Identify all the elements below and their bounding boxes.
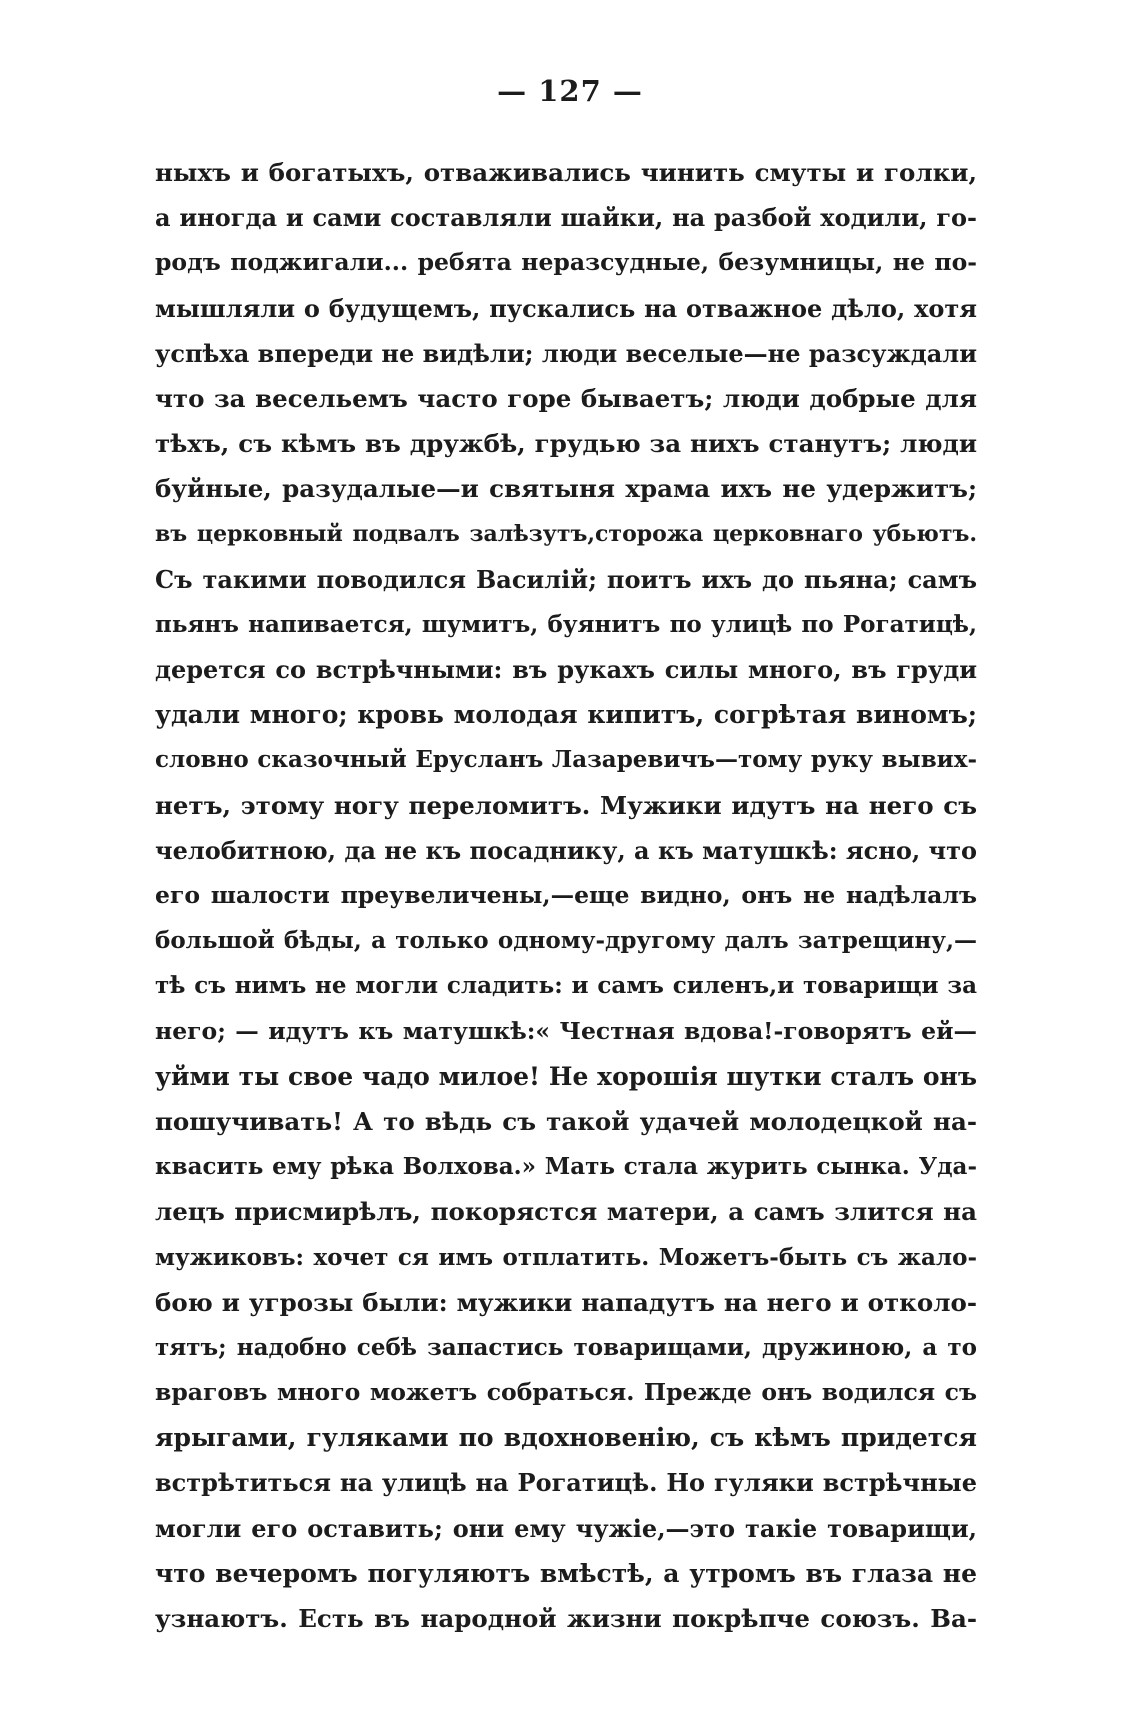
text-line: встрѣтиться на улицѣ на Рогатицѣ. Но гуляки встрѣчные	[155, 1468, 977, 1498]
text-line: успѣха впереди не видѣли; люди веселые—не разсуждали	[155, 338, 977, 368]
text-line: что вечеромъ погуляютъ вмѣстѣ, а утромъ въ глаза не	[155, 1558, 977, 1588]
text-line: могли его оставить; они ему чужіе,—это такіе товарищи,	[155, 1513, 977, 1543]
text-line: а иногда и сами составляли шайки, на разбой ходили, го-	[155, 203, 977, 233]
text-line: ярыгами, гуляками по вдохновенію, съ кѣмъ придется	[155, 1423, 977, 1453]
text-line: тѣхъ, съ кѣмъ въ дружбѣ, грудью за нихъ станутъ; люди	[155, 429, 977, 459]
page-number: — 127 —	[497, 74, 643, 108]
text-line: пьянъ напивается, шумитъ, буянитъ по улицѣ по Рогатицѣ,	[155, 610, 977, 638]
text-line: уйми ты свое чадо милое! Не хорошія шутки сталъ онъ	[155, 1061, 977, 1091]
text-line: словно сказочный Еруcланъ Лазаревичъ—тому руку вывих-	[155, 746, 977, 774]
text-line: Съ такими поводился Василій; поитъ ихъ до пьяна; самъ	[155, 564, 977, 594]
text-line: бою и угрозы были: мужики нападутъ на него и отколо-	[155, 1287, 977, 1317]
text-line: лецъ присмирѣлъ, покорястся матери, а самъ злится на	[155, 1197, 977, 1227]
text-line: мужиковъ: хочет ся имъ отплатить. Можетъ-быть съ жало-	[155, 1243, 977, 1271]
text-line: него; — идутъ къ матушкѣ:« Честная вдова!-говорятъ ей—	[155, 1016, 977, 1045]
text-line: большой бѣды, а только одному-другому далъ затрещину,—	[155, 927, 977, 955]
text-line: его шалости преувеличены,—еще видно, онъ не надѣлалъ	[155, 881, 977, 909]
text-line: враговъ много можетъ собраться. Прежде онъ водился съ	[155, 1378, 977, 1407]
text-line: тѣ съ нимъ не могли сладить: и самъ силенъ,и товарищи за	[155, 972, 977, 1000]
text-line: ныхъ и богатыхъ, отваживались чинить смуты и голки,	[155, 158, 977, 187]
text-line: квасить ему рѣка Волхова.» Мать стала журить сынка. Уда-	[155, 1153, 977, 1181]
text-line: въ церковный подвалъ залѣзутъ,сторожа церковнаго убьютъ.	[155, 520, 977, 547]
body-text	[155, 150, 977, 1641]
text-line: челобитною, да не къ посаднику, а къ матушкѣ: ясно, что	[155, 835, 977, 865]
text-line: тятъ; надобно себѣ запастись товарищами, дружиною, а то	[155, 1333, 977, 1361]
text-line: пошучивать! А то вѣдь съ такой удачей молодецкой на-	[155, 1106, 977, 1136]
text-line: нетъ, этому ногу переломитъ. Мужики идутъ на него съ	[155, 790, 977, 820]
text-line: что за весельемъ часто горе бываетъ; люди добрые для	[155, 383, 977, 413]
text-line: родъ поджигали... ребята неразсудные, безумницы, не по-	[155, 248, 977, 277]
text-line: узнаютъ. Есть въ народной жизни покрѣпче союзъ. Ва-	[155, 1604, 977, 1633]
text-line: мышляли о будущемъ, пускались на отважное дѣло, хотя	[155, 293, 977, 323]
text-line: буйные, разудалые—и святыня храма ихъ не удержитъ;	[155, 474, 977, 504]
text-line: удали много; кровь молодая кипитъ, согрѣтая виномъ;	[155, 700, 977, 730]
text-line: дерется со встрѣчными: въ рукахъ силы много, въ груди	[155, 655, 977, 685]
